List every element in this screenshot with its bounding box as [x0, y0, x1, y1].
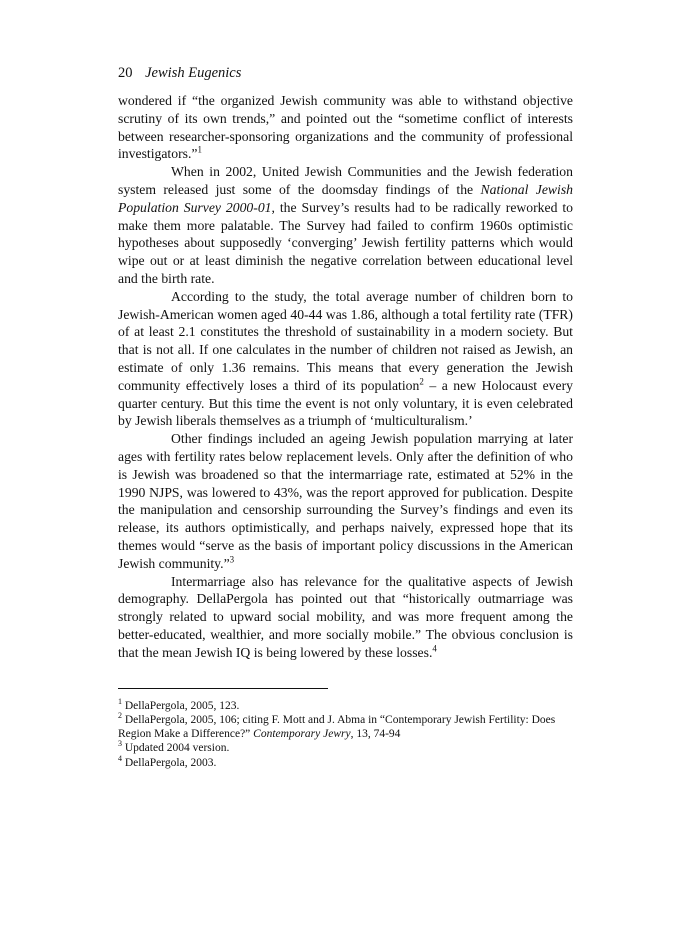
text-run: wondered if “the organized Jewish community was able to withstand objective scrutiny of its own trends,” and pointed out the “sometime conflict of interests between researcher-sponsoring organizations and the community of professional investigators.” — [118, 93, 573, 162]
paragraph — [118, 163, 573, 288]
text-run: Updated 2004 version. — [124, 742, 230, 755]
footnote-ref: 2 — [419, 376, 424, 387]
body-text — [118, 92, 573, 662]
text-run: Intermarriage also has relevance for the qualitative aspects of Jewish demography. DellaPergola has pointed out that “historically outmarriage was strongly related to upward social mobility, and was more frequent among the better-educated, wealthier, and more socially mobile.” The obvious conclusion is that the mean Jewish IQ is being lowered by these losses. — [118, 573, 573, 660]
footnote — [118, 741, 573, 755]
footnote — [118, 753, 573, 770]
text-run: DellaPergola, 2005, 123. — [124, 699, 240, 712]
paragraph — [118, 92, 573, 163]
running-head — [118, 64, 573, 82]
text-run: , 13, 74-94 — [350, 728, 401, 741]
footnote-ref: 1 — [197, 144, 202, 155]
book-title: Jewish Eugenics — [145, 65, 242, 81]
footnote-number: 1 — [118, 696, 122, 706]
italic-text: Contemporary Jewry — [253, 728, 351, 741]
paragraph — [118, 288, 573, 430]
paragraph — [118, 430, 573, 572]
italic-text: National Jewish Population Survey 2000-01 — [118, 181, 573, 215]
footnote-number: 4 — [118, 753, 122, 763]
footnote — [118, 710, 573, 742]
text-run: Other findings included an ageing Jewish population marrying at later ages with fertility rates below replacement levels. Only after the definition of who is Jewish was broadened so that the intermarriage rate, estimated at 52% in the 1990 NJPS, was lowered to 43%, was the report approved for publication. Despite the manipulation and censorship surrounding the Survey’s findings and even its release, its authors optimistically, and perhaps naively, expressed hope that its themes would “serve as the basis of important policy discussions in the American Jewish community.” — [118, 431, 573, 571]
text-run: When in 2002, United Jewish Communities and the Jewish federation system released just some of the doomsday findings of the — [118, 164, 573, 197]
footnote-number: 3 — [118, 739, 122, 749]
footnote — [118, 696, 573, 713]
page-content — [118, 64, 573, 770]
text-run: DellaPergola, 2005, 106; citing F. Mott and J. Abma in “Contemporary Jewish Fertility: Does Region Make a Difference?” — [118, 713, 556, 741]
text-run: – a new Holocaust every quarter century. But this time the event is not only voluntary, it is even celebrated by Jewish liberals themselves as a triumph of ‘multiculturalism.’ — [118, 377, 573, 429]
page-number: 20 — [118, 65, 133, 81]
footnote-rule — [118, 688, 328, 689]
footnotes — [118, 696, 573, 770]
footnote-number: 2 — [118, 710, 122, 720]
text-run: According to the study, the total average number of children born to Jewish-American women aged 40-44 was 1.86, although a total fertility rate (TFR) of at least 2.1 constitutes the threshold of sustainability in a modern society. But that is not all. If one calculates in the number of children not raised as Jewish, an estimate of only 1.36 remains. This means that every generation the Jewish community effectively loses a third of its population — [118, 288, 573, 393]
paragraph — [118, 573, 573, 662]
text-run: , the Survey’s results had to be radically reworked to make them more palatable. The Survey had failed to confirm 1960s optimistic hypotheses about supposedly ‘converging’ Jewish fertility patterns which would wipe out or at least diminish the negative correlation between educational level and the birth rate. — [118, 199, 573, 286]
footnote-ref: 3 — [229, 554, 235, 565]
footnote-ref: 4 — [432, 643, 437, 654]
text-run: DellaPergola, 2003. — [124, 756, 217, 769]
